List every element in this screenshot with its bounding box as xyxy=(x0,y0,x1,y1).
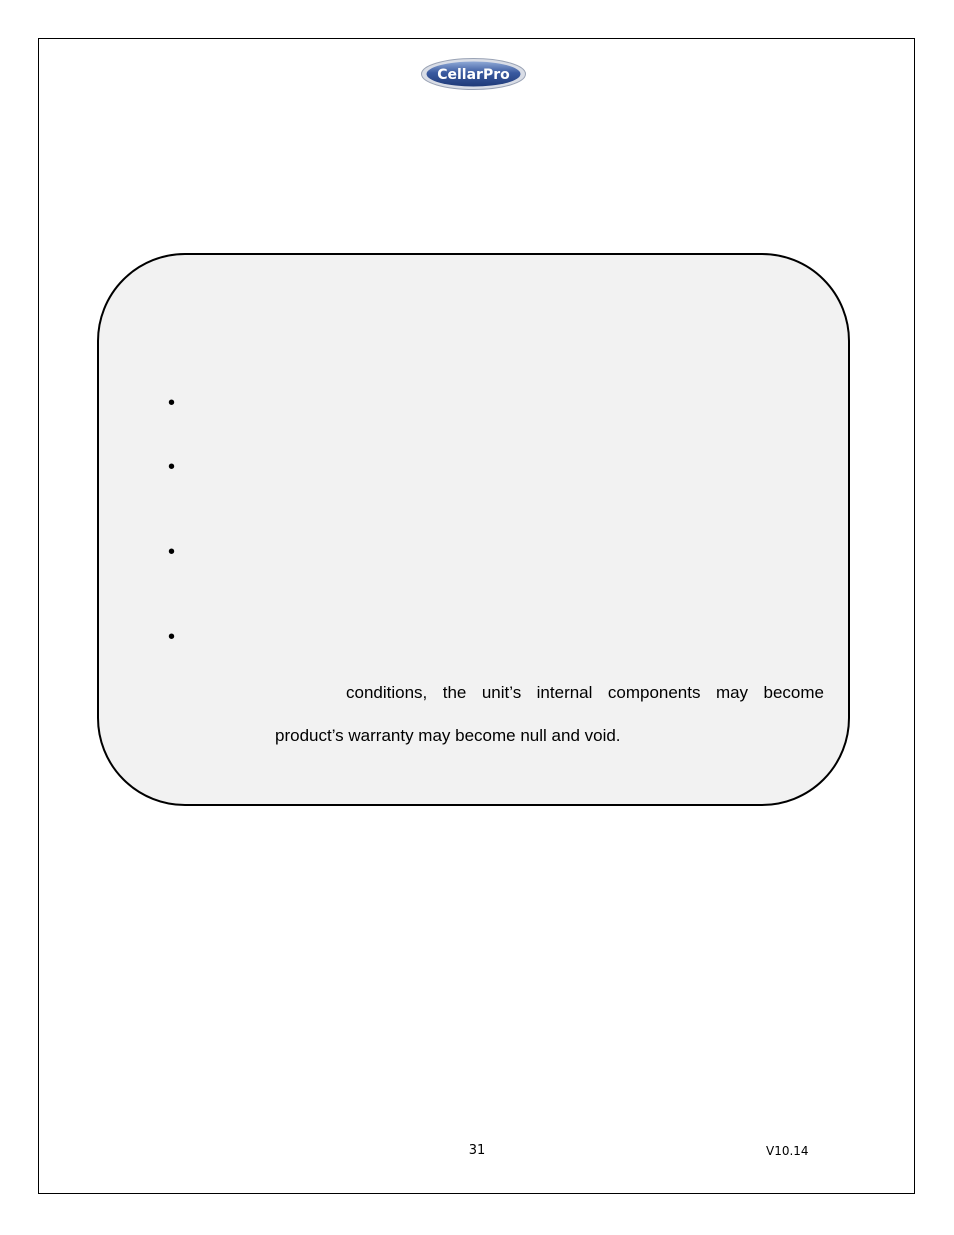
page-number: 31 xyxy=(468,1143,486,1158)
notice-box xyxy=(97,253,850,806)
bullet-3: • xyxy=(168,541,176,563)
cellarpro-logo xyxy=(420,57,527,91)
logo-text: CellarPro xyxy=(437,67,510,83)
bullet-2: • xyxy=(168,456,176,478)
bullet-4: • xyxy=(168,626,176,648)
notice-line-conditions: conditions, the unit’s internal components may become xyxy=(346,683,824,702)
bullet-1: • xyxy=(168,392,176,414)
notice-line-warranty: product’s warranty may become null and void. xyxy=(275,726,621,745)
version-label: V10.14 xyxy=(766,1144,809,1158)
